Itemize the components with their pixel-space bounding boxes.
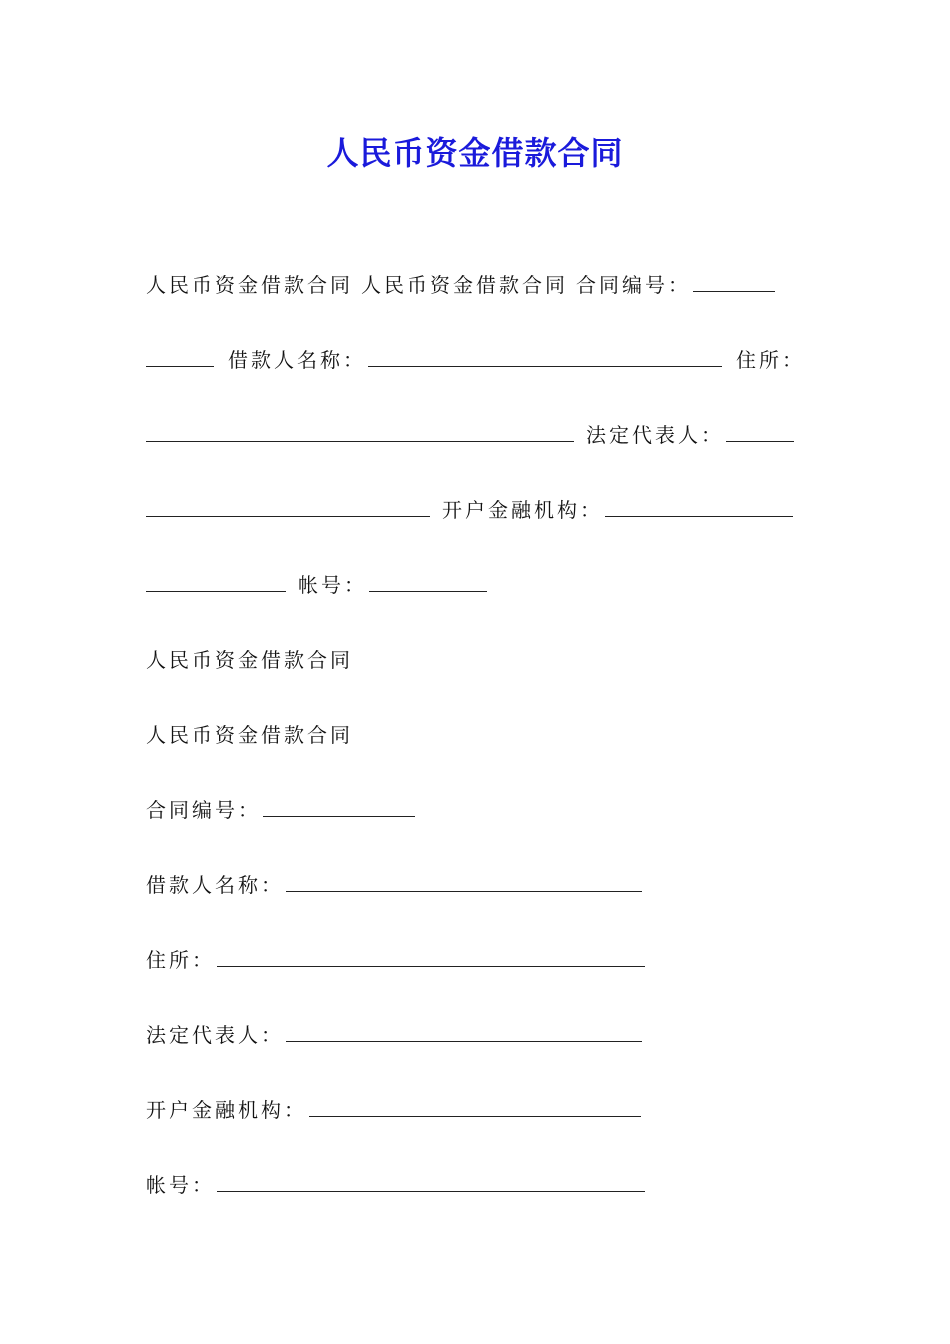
document-title: 人民币资金借款合同: [326, 134, 624, 172]
borrower-name-blank[interactable]: [368, 344, 722, 367]
borrower-name-input[interactable]: [286, 869, 642, 892]
bank-blank[interactable]: [605, 494, 793, 517]
field-heading-1: 人民币资金借款合同: [146, 648, 353, 672]
para-line-4: [146, 493, 795, 527]
legal-rep-input[interactable]: [286, 1019, 642, 1042]
field-address: 住所：: [146, 943, 647, 977]
para-line-1: [146, 268, 777, 302]
address-input[interactable]: [217, 944, 645, 967]
bank-blank-cont[interactable]: [146, 569, 286, 592]
address-blank[interactable]: [146, 419, 574, 442]
bank-input[interactable]: [309, 1094, 641, 1117]
legal-rep-blank-cont[interactable]: [146, 494, 430, 517]
address-label: 住所：: [736, 348, 805, 372]
para-line-2: [146, 343, 805, 377]
account-input[interactable]: [217, 1169, 645, 1192]
contract-number-label: 合同编号：: [576, 273, 691, 297]
field-legal-rep: 法定代表人：: [146, 1018, 644, 1052]
bank-label: 开户金融机构：: [442, 498, 603, 522]
legal-rep-blank[interactable]: [726, 419, 794, 442]
contract-number-input[interactable]: [263, 794, 415, 817]
borrower-name-label: 借款人名称：: [228, 348, 366, 372]
field-contract-number: 合同编号：: [146, 793, 417, 827]
para-text: 人民币资金借款合同: [361, 273, 568, 297]
account-blank[interactable]: [369, 569, 487, 592]
field-account: 帐号：: [146, 1168, 647, 1202]
para-line-3: [146, 418, 796, 452]
account-label: 帐号：: [298, 573, 367, 597]
field-bank: 开户金融机构：: [146, 1093, 643, 1127]
contract-number-blank-cont[interactable]: [146, 344, 214, 367]
legal-rep-label: 法定代表人：: [586, 423, 724, 447]
field-heading-2: 人民币资金借款合同: [146, 723, 353, 747]
para-text: 人民币资金借款合同: [146, 273, 353, 297]
field-borrower-name: 借款人名称：: [146, 868, 644, 902]
para-line-5: [146, 568, 489, 602]
contract-number-blank[interactable]: [693, 269, 775, 292]
